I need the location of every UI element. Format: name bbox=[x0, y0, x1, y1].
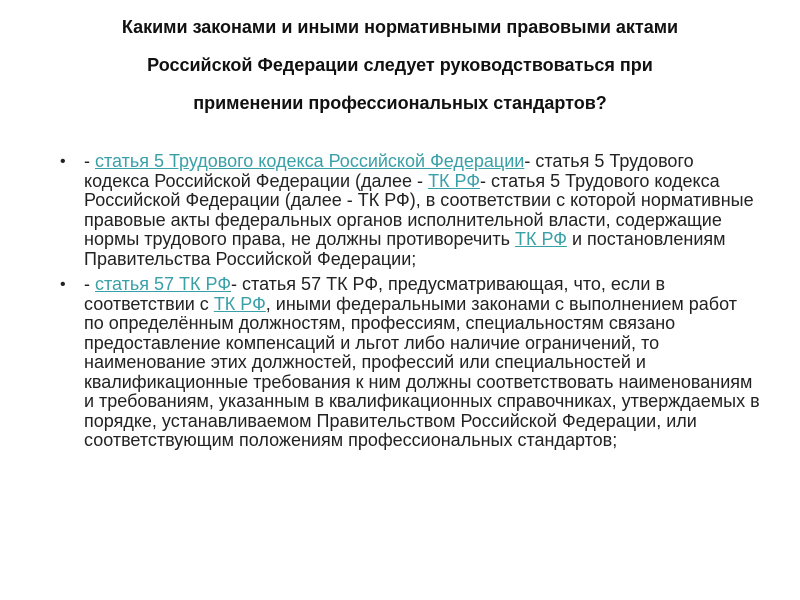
bullet-dot-icon: • bbox=[60, 276, 66, 293]
link-article-5-labor-code[interactable]: статья 5 Трудового кодекса Российской Федерации bbox=[95, 151, 525, 171]
title-line-3: применении профессиональных стандартов? bbox=[193, 93, 607, 113]
title-line-2: Российской Федерации следует руководствоваться при bbox=[147, 55, 653, 75]
bullet-item bbox=[60, 275, 760, 451]
text-fragment: - bbox=[84, 274, 95, 294]
title-line-1: Какими законами и иными нормативными правовыми актами bbox=[121, 17, 679, 37]
link-tk-rf[interactable]: ТК РФ bbox=[428, 170, 481, 191]
bullet-dot-icon: • bbox=[60, 153, 66, 170]
text-fragment: - статья 5 Трудового кодекса Российской Федерации (далее - bbox=[84, 151, 694, 191]
slide-title bbox=[40, 8, 760, 122]
bullet-item bbox=[60, 152, 760, 269]
link-tk-rf[interactable]: ТК РФ bbox=[514, 229, 567, 249]
text-fragment: - статья 57 ТК РФ, предусматривающая, что, если в соответствии с bbox=[84, 274, 666, 314]
text-fragment: , иными федеральными законами с выполнением работ по определённым должностям, профессиям, специальностям связано предоставление компенсаций и льгот либо наличие ограничений, то наименование этих должностей, профессий или специальностей и квалификационные требования к ним должны соответствовать наименованиям и требованиям, указанным в квалификационных справочниках, утверждаемых в порядке, устанавливаемом Правительством Российской Федерации, или соответствующим положениям профессиональных стандартов; bbox=[84, 293, 760, 450]
bullet-list bbox=[60, 152, 760, 451]
text-fragment: - bbox=[84, 151, 95, 171]
link-tk-rf[interactable]: ТК РФ bbox=[213, 293, 266, 314]
text-fragment: и постановлениям Правительства Российской Федерации; bbox=[84, 229, 726, 269]
text-fragment: - статья 5 Трудового кодекса Российской Федерации (далее - ТК РФ), в соответствии с которой нормативные правовые акты федеральных органов исполнительной власти, содержащие нормы трудового права, не должны противоречить bbox=[84, 170, 754, 249]
bullet-text bbox=[84, 274, 760, 450]
bullet-text bbox=[84, 151, 754, 269]
link-article-57-tk-rf[interactable]: статья 57 ТК РФ bbox=[95, 274, 232, 294]
